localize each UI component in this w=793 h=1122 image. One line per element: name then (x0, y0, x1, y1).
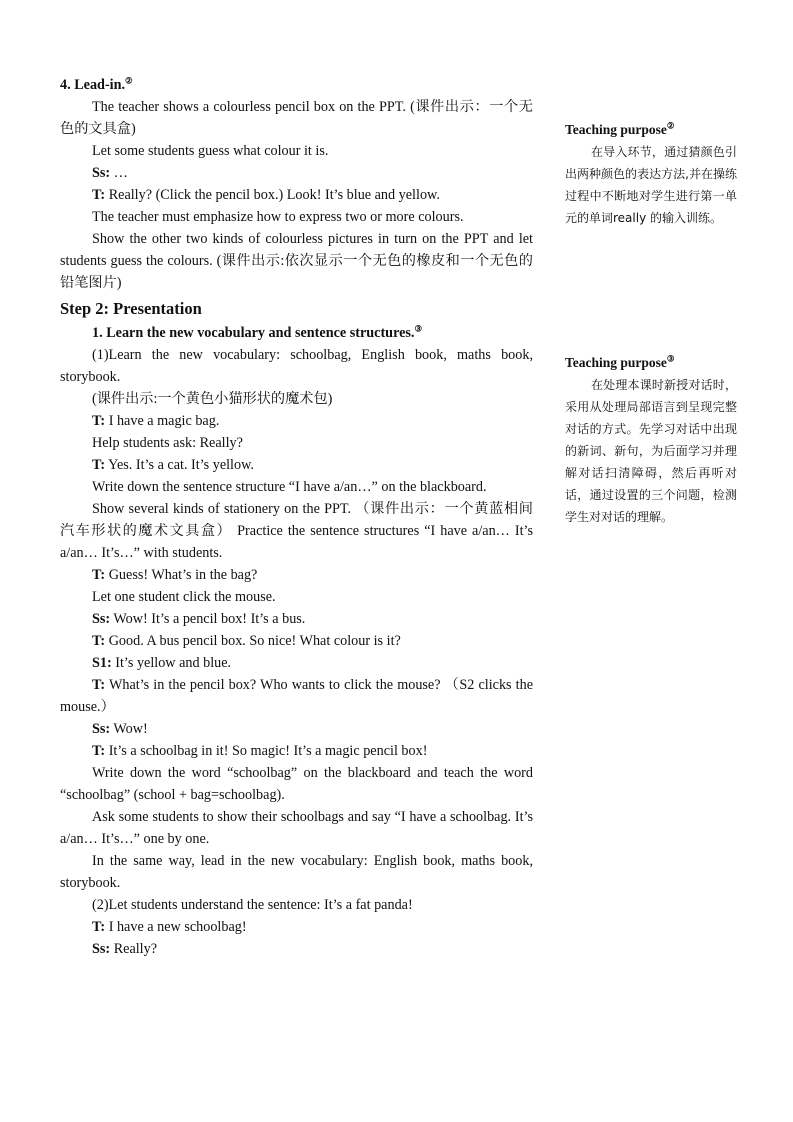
paragraph: The teacher must emphasize how to express two or more colours. (92, 209, 464, 225)
note-body: 在导入环节，通过猜颜色引出两种颜色的表达方法,并在操练过程中不断地对学生进行第一单元的单词really 的输入训练。 (565, 145, 737, 225)
paragraph: Help students ask: Really? (92, 435, 243, 451)
dialogue-line (60, 184, 533, 206)
dialogue-text: Really? (110, 941, 158, 957)
dialogue-line (60, 740, 533, 762)
speaker-label: Ss: (92, 611, 111, 627)
dialogue-line (60, 652, 533, 674)
lesson-plan-body (60, 74, 533, 960)
dialogue-text: Guess! What’s in the bag? (105, 567, 258, 583)
dialogue-line (60, 674, 533, 718)
speaker-label: T: (92, 919, 106, 935)
subsection-heading (60, 322, 533, 344)
dialogue-text: Good. A bus pencil box. So nice! What colour is it? (105, 633, 401, 649)
paragraph: Show the other two kinds of colourless pictures in turn on the PPT and let students guess the colours. (课件出示:依次显示一个无色的橡皮和一个无色的铅笔图片) (60, 231, 533, 291)
teaching-purpose-note-2 (565, 352, 737, 528)
speaker-label: T: (92, 567, 106, 583)
paragraph: Write down the sentence structure “I have a/an…” on the blackboard. (92, 479, 487, 495)
section-heading-lead-in (60, 74, 533, 96)
speaker-label: S1: (92, 655, 112, 671)
heading-text: 1. Learn the new vocabulary and sentence structures. (92, 325, 415, 341)
speaker-label: T: (92, 187, 106, 203)
dialogue-text: I have a magic bag. (105, 413, 220, 429)
paragraph: Let some students guess what colour it is. (92, 143, 329, 159)
dialogue-text: It’s a schoolbag in it! So magic! It’s a magic pencil box! (105, 743, 428, 759)
speaker-label: T: (92, 457, 106, 473)
dialogue-text: Really? (Click the pencil box.) Look! It’s blue and yellow. (105, 187, 440, 203)
teaching-purpose-note-1 (565, 119, 737, 229)
footnote-mark: ③ (666, 353, 675, 364)
dialogue-line (60, 718, 533, 740)
paragraph: Show several kinds of stationery on the PPT. （课件出示：一个黄蓝相间汽车形状的魔术文具盒） Practice the sentence structures “I have a/an… It’s a/an… It’s…” with students. (60, 501, 533, 561)
paragraph: Ask some students to show their schoolbags and say “I have a schoolbag. It’s a/an… It’s…” one by one. (60, 809, 533, 847)
step-heading: Step 2: Presentation (60, 299, 202, 318)
note-body: 在处理本课时新授对话时，采用从处理局部语言到呈现完整对话的方式。先学习对话中出现的新词、新句，为后面学习并理解对话扫清障碍，然后再听对话，通过设置的三个问题，检测学生对对话的理解。 (565, 378, 737, 524)
dialogue-text: Wow! (110, 721, 148, 737)
footnote-mark: ③ (414, 323, 423, 334)
footnote-mark: ② (125, 75, 133, 86)
speaker-label: T: (92, 677, 106, 693)
speaker-label: Ss: (92, 721, 111, 737)
speaker-label: T: (92, 633, 106, 649)
dialogue-line (60, 630, 533, 652)
dialogue-line (60, 454, 533, 476)
paragraph: In the same way, lead in the new vocabulary: English book, maths book, storybook. (60, 853, 533, 891)
dialogue-text: It’s yellow and blue. (111, 655, 232, 671)
dialogue-line (60, 162, 533, 184)
dialogue-line (60, 564, 533, 586)
speaker-label: Ss: (92, 165, 111, 181)
note-title-text: Teaching purpose (565, 122, 667, 137)
dialogue-text: … (110, 165, 128, 181)
dialogue-line (60, 410, 533, 432)
note-title-text: Teaching purpose (565, 355, 667, 370)
speaker-label: T: (92, 743, 106, 759)
speaker-label: Ss: (92, 941, 111, 957)
note-title (565, 119, 737, 141)
paragraph: Write down the word “schoolbag” on the blackboard and teach the word “schoolbag” (school + bag=schoolbag). (60, 765, 533, 803)
paragraph: Let one student click the mouse. (92, 589, 276, 605)
footnote-mark: ② (666, 120, 675, 131)
dialogue-text: Yes. It’s a cat. It’s yellow. (105, 457, 254, 473)
speaker-label: T: (92, 413, 106, 429)
dialogue-text: I have a new schoolbag! (105, 919, 247, 935)
paragraph: (2)Let students understand the sentence: It’s a fat panda! (92, 897, 413, 913)
paragraph: (课件出示:一个黄色小猫形状的魔术包) (92, 391, 333, 407)
note-title (565, 352, 737, 374)
dialogue-line (60, 938, 533, 960)
dialogue-line (60, 608, 533, 630)
paragraph: The teacher shows a colourless pencil box on the PPT. (课件出示：一个无色的文具盒) (60, 99, 533, 137)
heading-text: 4. Lead-in. (60, 77, 126, 93)
paragraph: (1)Learn the new vocabulary: schoolbag, English book, maths book, storybook. (60, 347, 533, 385)
dialogue-text: Wow! It’s a pencil box! It’s a bus. (110, 611, 306, 627)
dialogue-line (60, 916, 533, 938)
dialogue-text: What’s in the pencil box? Who wants to click the mouse? （S2 clicks the mouse.） (60, 677, 533, 715)
